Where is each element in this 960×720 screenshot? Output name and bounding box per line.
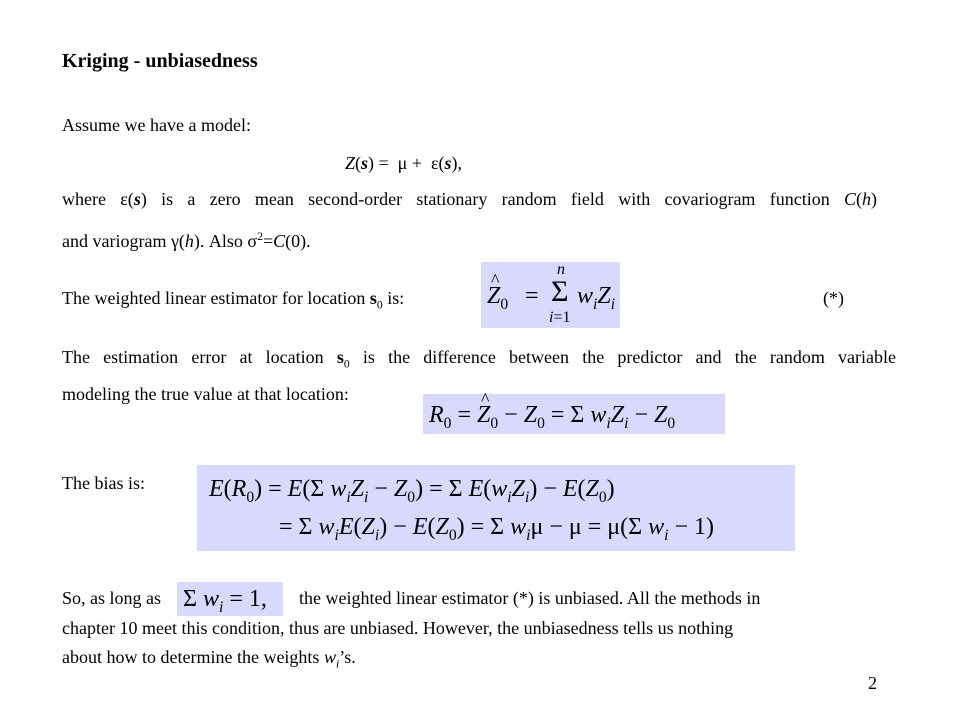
intro-text: Assume we have a model: [62, 115, 251, 135]
condition-equation-box: Σ $w_i = 1$, [177, 582, 283, 616]
bias-label: The bias is: [62, 473, 145, 493]
conclusion-rest: the weighted linear estimator (*) is unbiased. All the methods in [299, 588, 761, 608]
where-line-1: where ε(s) is a zero mean second-order stationary random field with covariogram function C(h) [62, 189, 877, 209]
bias-equation-box [197, 465, 795, 551]
estimator-equation-box: ^ $Z_0$ = Σ n i=1 $w_iZ_i$ [481, 262, 620, 328]
bias-equation-line-2: = Σ $w_iE(Z_i) - E(Z_0) = \Sigma$ $w_i\mu - \mu = \mu(\Sigma$ $w_i - 1$) [279, 514, 714, 544]
error-line-1: The estimation error at location $s_0$ is the difference between the predictor and the random variable [62, 347, 897, 371]
error-equation-box: $R_0$ = ^ $Z_0 - Z_0 = \Sigma$ $w_iZ_i - Z_0$ [423, 394, 725, 434]
error-line-2: modeling the true value at that location: [62, 384, 349, 404]
conclusion-line-2: chapter 10 meet this condition, thus are unbiased. However, the unbiasedness tells us nothing [62, 618, 734, 638]
estimator-tag: (*) [823, 288, 844, 308]
where-line-2: and variogram γ(h). Also $\sigma^2=C(0)$. [62, 230, 311, 251]
conclusion-start: So, as long as [62, 588, 161, 608]
page-number: 2 [868, 673, 877, 693]
estimator-text: The weighted linear estimator for location $s_0$ is: [62, 288, 405, 312]
conclusion-line-3: about how to determine the weights $w_i’s$. [62, 647, 356, 671]
model-equation: Z(s) = μ + ε(s), [345, 153, 463, 173]
slide-title: Kriging - unbiasedness [62, 50, 258, 72]
bias-equation-line-1: $E(R_0) = E(\Sigma$ $w_iZ_i - Z_0) = \Sigma$ $E(w_iZ_i) - E(Z_0)$ [209, 476, 615, 506]
